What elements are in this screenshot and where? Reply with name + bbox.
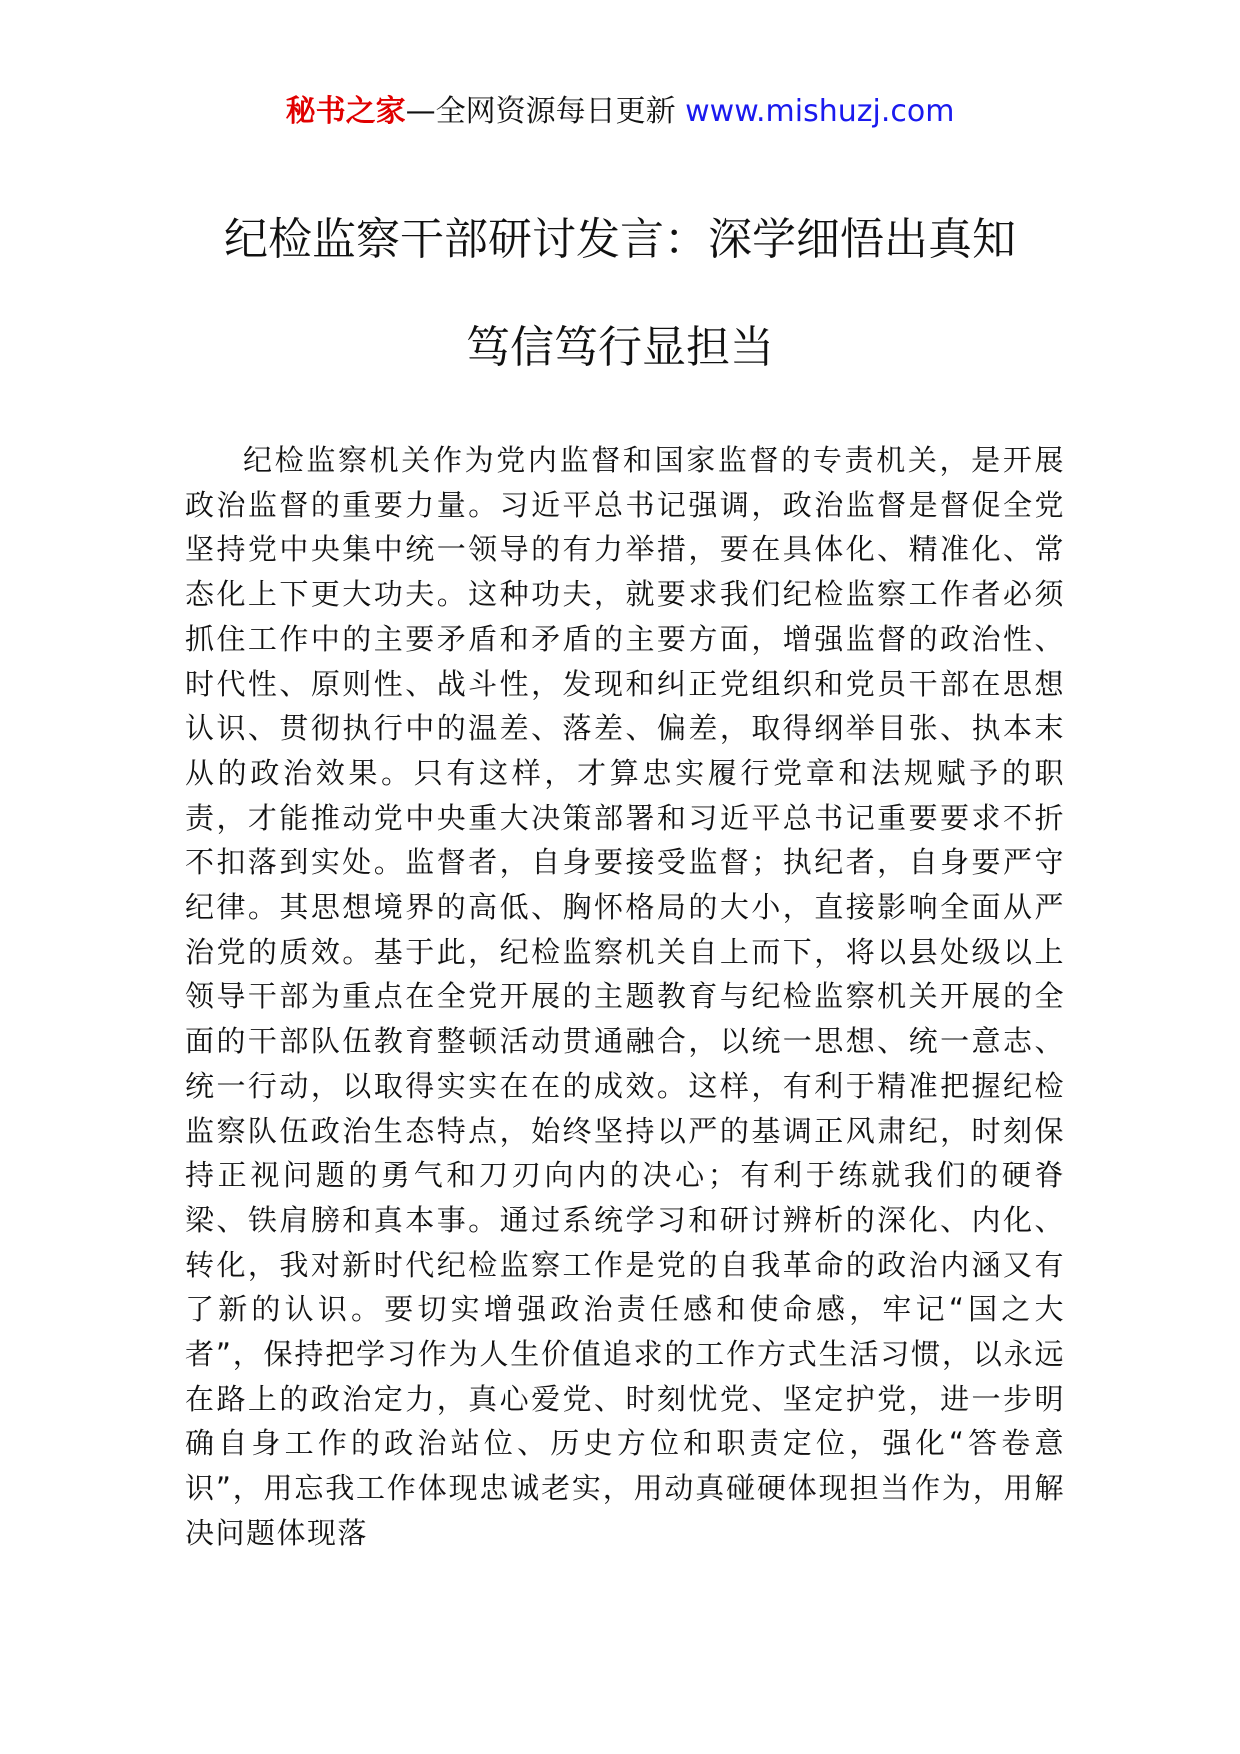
site-url-link[interactable]: www.mishuzj.com	[685, 94, 955, 129]
site-tagline: —全网资源每日更新	[405, 94, 686, 129]
document-title-line-1: 纪检监察干部研讨发言：深学细悟出真知	[224, 214, 1016, 265]
document-title-line-2: 笃信笃行显担当	[466, 322, 774, 373]
site-header	[0, 92, 1240, 132]
body-paragraph: 纪检监察机关作为党内监督和国家监督的专责机关，是开展政治监督的重要力量。习近平总书记强调，政治监督是督促全党坚持党中央集中统一领导的有力举措，要在具体化、精准化、常态化上下更大功夫。这种功夫，就要求我们纪检监察工作者必须抓住工作中的主要矛盾和矛盾的主要方面，增强监督的政治性、时代性、原则性、战斗性，发现和纠正党组织和党员干部在思想认识、贯彻执行中的温差、落差、偏差，取得纲举目张、执本末从的政治效果。只有这样，才算忠实履行党章和法规赋予的职责，才能推动党中央重大决策部署和习近平总书记重要要求不折不扣落到实处。监督者，自身要接受监督；执纪者，自身要严守纪律。其思想境界的高低、胸怀格局的大小，直接影响全面从严治党的质效。基于此，纪检监察机关自上而下，将以县处级以上领导干部为重点在全党开展的主题教育与纪检监察机关开展的全面的干部队伍教育整顿活动贯通融合，以统一思想、统一意志、统一行动，以取得实实在在的成效。这样，有利于精准把握纪检监察队伍政治生态特点，始终坚持以严的基调正风肃纪，时刻保持正视问题的勇气和刀刃向内的决心；有利于练就我们的硬脊梁、铁肩膀和真本事。通过系统学习和研讨辨析的深化、内化、转化，我对新时代纪检监察工作是党的自我革命的政治内涵又有了新的认识。要切实增强政治责任感和使命感，牢记“国之大者”，保持把学习作为人生价值追求的工作方式生活习惯，以永远在路上的政治定力，真心爱党、时刻忧党、坚定护党，进一步明确自身工作的政治站位、历史方位和职责定位，强化“答卷意识”，用忘我工作体现忠诚老实，用动真碰硬体现担当作为，用解决问题体现落	[185, 443, 1065, 1550]
site-brand: 秘书之家	[285, 94, 406, 129]
